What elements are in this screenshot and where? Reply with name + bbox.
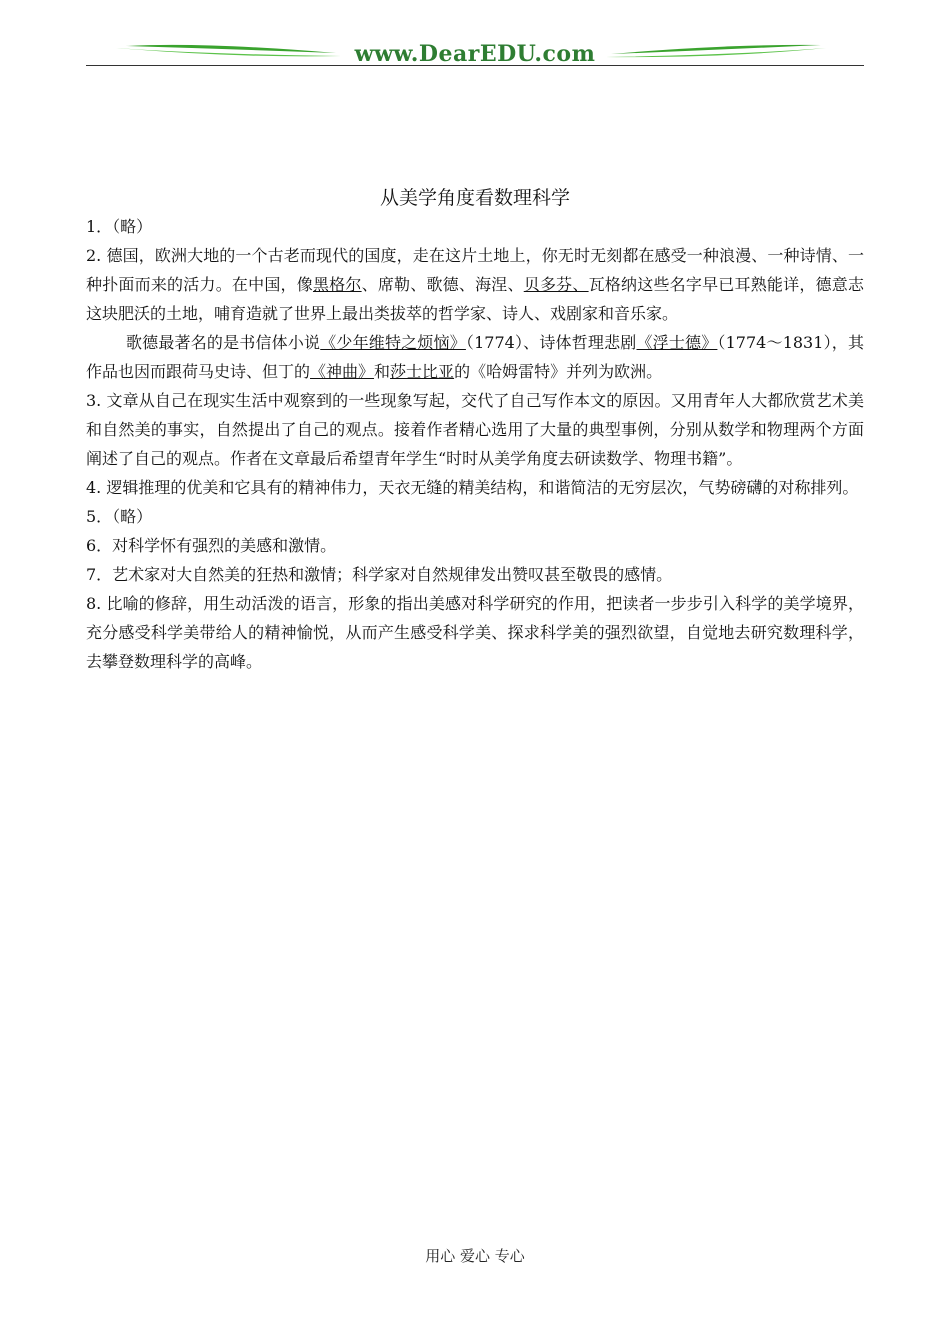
answer-2-goethe: 歌德最著名的是书信体小说《少年维特之烦恼》（1774）、诗体哲理悲剧《浮士德》（1774～1831），其作品也因而跟荷马史诗、但丁的《神曲》和莎士比亚的《哈姆雷特》并列为欧洲。 (86, 333, 864, 381)
header-divider (86, 65, 864, 66)
answer-8: 8. 比喻的修辞，用生动活泼的语言，形象的指出美感对科学研究的作用，把读者一步步引入科学的美学境界，充分感受科学美带给人的精神愉悦，从而产生感受科学美、探求科学美的强烈欲望，自觉地去研究数理科学，去攀登数理科学的高峰。 (86, 594, 864, 671)
shakespeare-link[interactable]: 莎士比亚 (390, 362, 455, 381)
page-header (86, 40, 864, 68)
hegel-link[interactable]: 黑格尔 (312, 275, 362, 294)
site-logo-text[interactable]: www.DearEDU.com (354, 41, 596, 67)
answer-list (86, 212, 864, 676)
answer-6: 6．对科学怀有强烈的美感和激情。 (86, 536, 337, 555)
answer-2: 2. 德国，欧洲大地的一个古老而现代的国度，走在这片土地上，你无时无刻都在感受一种浪漫、一种诗情、一种扑面而来的活力。在中国，像黑格尔、席勒、歌德、海涅、贝多芬、瓦格纳这些名字早已耳熟能详，德意志这块肥沃的土地，哺育造就了世界上最出类拔萃的哲学家、诗人、戏剧家和音乐家。 (86, 246, 864, 323)
divine-comedy-link[interactable]: 《神曲》 (310, 362, 375, 381)
page-title: 从美学角度看数理科学 (379, 187, 570, 209)
answer-1: 1．（略） (86, 217, 153, 236)
answer-5: 5．（略） (86, 507, 153, 526)
werther-link[interactable]: 《少年维特之烦恼》 (320, 333, 466, 352)
beethoven-link[interactable]: 贝多芬、 (523, 275, 589, 294)
answer-3: 3. 文章从自己在现实生活中观察到的一些现象写起，交代了自己写作本文的原因。又用青年人大都欣赏艺术美和自然美的事实，自然提出了自己的观点。接着作者精心选用了大量的典型事例，分别从数学和物理两个方面阐述了自己的观点。作者在文章最后希望青年学生“时时从美学角度去研读数学、物理书籍”。 (86, 391, 864, 468)
answer-4: 4. 逻辑推理的优美和它具有的精神伟力，天衣无缝的精美结构，和谐简洁的无穷层次，气势磅礴的对称排列。 (86, 478, 859, 497)
page-footer: 用心 爱心 专心 (425, 1247, 525, 1265)
faust-link[interactable]: 《浮士德》 (636, 333, 718, 352)
answer-7: 7．艺术家对大自然美的狂热和激情；科学家对自然规律发出赞叹甚至敬畏的感情。 (86, 565, 673, 584)
